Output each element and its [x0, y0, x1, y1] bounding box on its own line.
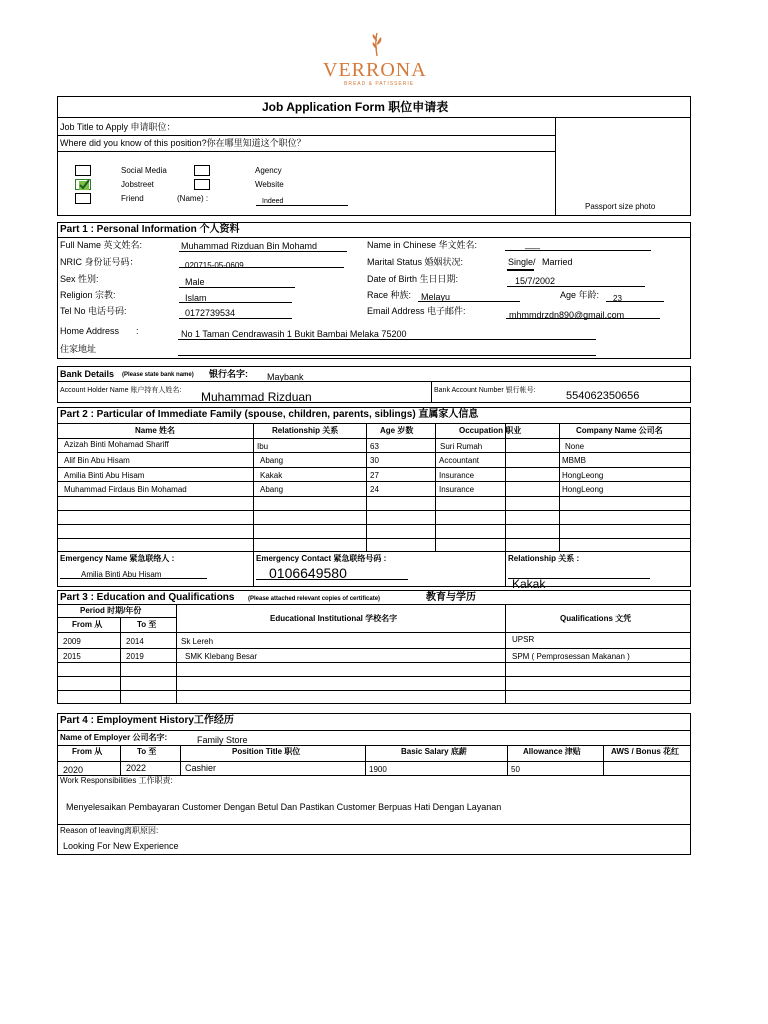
- holder-label: Account Holder Name 账户持有人姓名:: [60, 387, 182, 394]
- part3-note: (Please attached relevant copies of certificate): [248, 596, 381, 602]
- qualification-label: Qualifications 文凭: [560, 614, 632, 623]
- family-age-cell[interactable]: 27: [370, 471, 379, 480]
- p4-header-to: To 至: [137, 747, 157, 756]
- race-label: Race 种族:: [367, 290, 412, 300]
- acct-label: Bank Account Number 银行帐号:: [434, 387, 536, 394]
- form-title: Job Application Form 职位申请表: [262, 100, 449, 114]
- sex-label: Sex 性别:: [60, 274, 99, 284]
- friend-checkbox[interactable]: [75, 193, 91, 204]
- relationship-value[interactable]: Kakak: [512, 577, 546, 591]
- p2-header-company: Company Name 公司名: [576, 426, 663, 435]
- website-label: Website: [255, 180, 284, 189]
- family-relationship-cell[interactable]: Abang: [260, 456, 284, 465]
- home-address-label-cn: 住家地址: [60, 344, 97, 354]
- brand-name: VERRONA: [323, 59, 427, 81]
- edu-qualification-cell[interactable]: SPM ( Pemprosessan Makanan ): [512, 652, 630, 661]
- chinese-name-value[interactable]: ___: [525, 239, 541, 249]
- marital-label: Marital Status 婚姻状况:: [367, 257, 464, 267]
- family-occupation-cell[interactable]: Accountant: [439, 456, 480, 465]
- social-media-label: Social Media: [121, 166, 167, 175]
- part3-title: Part 3 : Education and Qualifications: [60, 592, 235, 603]
- edu-to-cell[interactable]: 2014: [126, 637, 144, 646]
- dob-label: Date of Birth 生日日期:: [367, 274, 459, 284]
- where-label: Where did you know of this position?你在哪里知道这个职位？: [60, 138, 306, 148]
- edu-qualification-cell[interactable]: UPSR: [512, 635, 535, 644]
- relationship-label: Relationship 关系 :: [508, 554, 580, 563]
- family-name-cell[interactable]: Muhammad Firdaus Bin Mohamad: [64, 485, 187, 494]
- bank-title-cn: 银行名字:: [209, 369, 248, 379]
- home-address-label: Home Address: [60, 326, 120, 336]
- friend-label: Friend: [121, 194, 144, 203]
- age-label: Age 年龄:: [560, 290, 600, 300]
- employer-value[interactable]: Family Store: [197, 735, 248, 745]
- acct-value[interactable]: 554062350656: [566, 390, 640, 402]
- edu-from-cell[interactable]: 2009: [63, 637, 81, 646]
- nric-label: NRIC 身份证号码：: [60, 257, 139, 267]
- part1-title: Part 1 : Personal Information 个人资料: [60, 224, 240, 235]
- employer-label: Name of Employer 公司名字:: [60, 733, 168, 742]
- nric-value[interactable]: 020715-05-0609: [185, 261, 244, 270]
- reason-label: Reason of leaving离职原因:: [60, 826, 159, 835]
- wheat-icon: [364, 31, 390, 57]
- referral-value: Indeed: [262, 198, 284, 205]
- part3-title-cn: 教育与学历: [426, 592, 476, 603]
- family-age-cell[interactable]: 24: [370, 485, 379, 494]
- part2-title: Part 2 : Particular of Immediate Family (spouse, children, parents, siblings) 直属家人信息: [60, 409, 479, 420]
- friend-name-label: (Name) :: [177, 194, 209, 203]
- from-label: From 从: [72, 620, 103, 629]
- marital-separator: /: [533, 257, 536, 267]
- marital-married[interactable]: Married: [542, 257, 573, 267]
- p4-header-from: From 从: [72, 747, 103, 756]
- emergency-contact-value[interactable]: 0106649580: [269, 565, 347, 581]
- social-media-checkbox[interactable]: [75, 165, 91, 176]
- email-label: Email Address 电子邮件:: [367, 306, 466, 316]
- dob-value[interactable]: 15/7/2002: [515, 276, 556, 286]
- holder-value[interactable]: Muhammad Rizduan: [201, 390, 312, 404]
- brand-tagline: BREAD & PATISSERIE: [344, 81, 415, 87]
- form-header-box: [57, 96, 691, 216]
- agency-checkbox[interactable]: [194, 165, 210, 176]
- edu-from-cell[interactable]: 2015: [63, 652, 81, 661]
- family-relationship-cell[interactable]: Ibu: [257, 442, 269, 451]
- job-allowance-cell[interactable]: 50: [511, 765, 520, 774]
- family-company-cell[interactable]: HongLeong: [562, 485, 604, 494]
- check-icon: [76, 178, 92, 192]
- emergency-name-value[interactable]: Amilia Binti Abu Hisam: [81, 570, 162, 579]
- job-salary-cell[interactable]: 1900: [369, 765, 387, 774]
- family-name-cell[interactable]: Alif Bin Abu Hisam: [64, 456, 130, 465]
- to-label: To 至: [137, 620, 157, 629]
- agency-label: Agency: [255, 166, 282, 175]
- institution-label: Educational Institutional 学校名字: [270, 614, 398, 623]
- p2-header-occupation: Occupation 职业: [459, 426, 522, 435]
- period-label: Period 时期/年份: [80, 606, 142, 615]
- sex-value[interactable]: Male: [185, 277, 205, 287]
- family-age-cell[interactable]: 30: [370, 456, 379, 465]
- job-position-cell[interactable]: Cashier: [185, 763, 217, 773]
- website-checkbox[interactable]: [194, 179, 210, 190]
- email-value[interactable]: mhmmdrzdn890@gmail.com: [509, 310, 625, 320]
- chinese-name-label: Name in Chinese 华文姓名:: [367, 240, 478, 250]
- emergency-name-label: Emergency Name 紧急联络人 :: [60, 554, 175, 563]
- job-title-label: Job Title to Apply 申请职位：: [60, 122, 176, 132]
- bank-title: Bank Details: [60, 369, 115, 379]
- family-occupation-cell[interactable]: Suri Rumah: [440, 442, 483, 451]
- p2-header-age: Age 岁数: [380, 426, 414, 435]
- marital-single[interactable]: Single: [508, 257, 534, 267]
- home-address-colon: :: [136, 326, 139, 336]
- responsibilities-label: Work Responsibilities 工作职责:: [60, 776, 173, 785]
- p4-header-salary: Basic Salary 底薪: [401, 747, 467, 756]
- p2-header-name: Name 姓名: [135, 426, 176, 435]
- p2-header-relationship: Relationship 关系: [272, 426, 339, 435]
- religion-label: Religion 宗教:: [60, 290, 116, 300]
- bank-name-value[interactable]: Maybank: [267, 372, 304, 382]
- age-value[interactable]: 23: [613, 294, 622, 303]
- jobstreet-label: Jobstreet: [121, 180, 154, 189]
- edu-to-cell[interactable]: 2019: [126, 652, 144, 661]
- job-to-cell[interactable]: 2022: [126, 763, 147, 773]
- edu-institution-cell[interactable]: Sk Lereh: [181, 637, 214, 646]
- jobstreet-checkbox[interactable]: [75, 179, 91, 190]
- emergency-contact-label: Emergency Contact 紧急联络号码 :: [256, 554, 387, 563]
- family-name-cell[interactable]: Azizah Binti Mohamad Shariff: [64, 440, 169, 449]
- tel-value[interactable]: 0172739534: [185, 308, 236, 318]
- family-age-cell[interactable]: 63: [370, 442, 379, 451]
- edu-institution-cell[interactable]: SMK Klebang Besar: [185, 652, 258, 661]
- part3-box: [57, 590, 691, 704]
- p4-header-allowance: Allowance 津贴: [523, 747, 581, 756]
- family-name-cell[interactable]: Amilia Binti Abu Hisam: [64, 471, 145, 480]
- family-company-cell[interactable]: None: [565, 442, 585, 451]
- bank-note: (Please state bank name): [122, 372, 194, 378]
- full-name-label: Full Name 英文姓名:: [60, 240, 143, 250]
- family-relationship-cell[interactable]: Abang: [260, 485, 284, 494]
- reason-value[interactable]: Looking For New Experience: [63, 841, 179, 851]
- responsibilities-value[interactable]: Menyelesaikan Pembayaran Customer Dengan Betul Dan Pastikan Customer Berpuas Hati Dengan Layanan: [66, 802, 502, 812]
- home-address-value[interactable]: No 1 Taman Cendrawasih 1 Bukit Bambai Melaka 75200: [181, 329, 407, 339]
- passport-photo-label: Passport size photo: [585, 202, 656, 211]
- family-occupation-cell[interactable]: Insurance: [439, 471, 475, 480]
- race-value[interactable]: Melayu: [421, 292, 451, 302]
- full-name-value[interactable]: Muhammad Rizduan Bin Mohamd: [181, 241, 318, 251]
- p4-header-bonus: AWS / Bonus 花红: [611, 747, 679, 756]
- family-company-cell[interactable]: MBMB: [562, 456, 586, 465]
- part4-title: Part 4 : Employment History工作经历: [60, 715, 234, 726]
- tel-label: Tel No 电话号码:: [60, 306, 127, 316]
- religion-value[interactable]: Islam: [185, 293, 207, 303]
- job-from-cell[interactable]: 2020: [63, 765, 84, 775]
- family-company-cell[interactable]: HongLeong: [562, 471, 604, 480]
- family-occupation-cell[interactable]: Insurance: [439, 485, 475, 494]
- p4-header-position: Position Title 职位: [232, 747, 301, 756]
- family-relationship-cell[interactable]: Kakak: [260, 471, 283, 480]
